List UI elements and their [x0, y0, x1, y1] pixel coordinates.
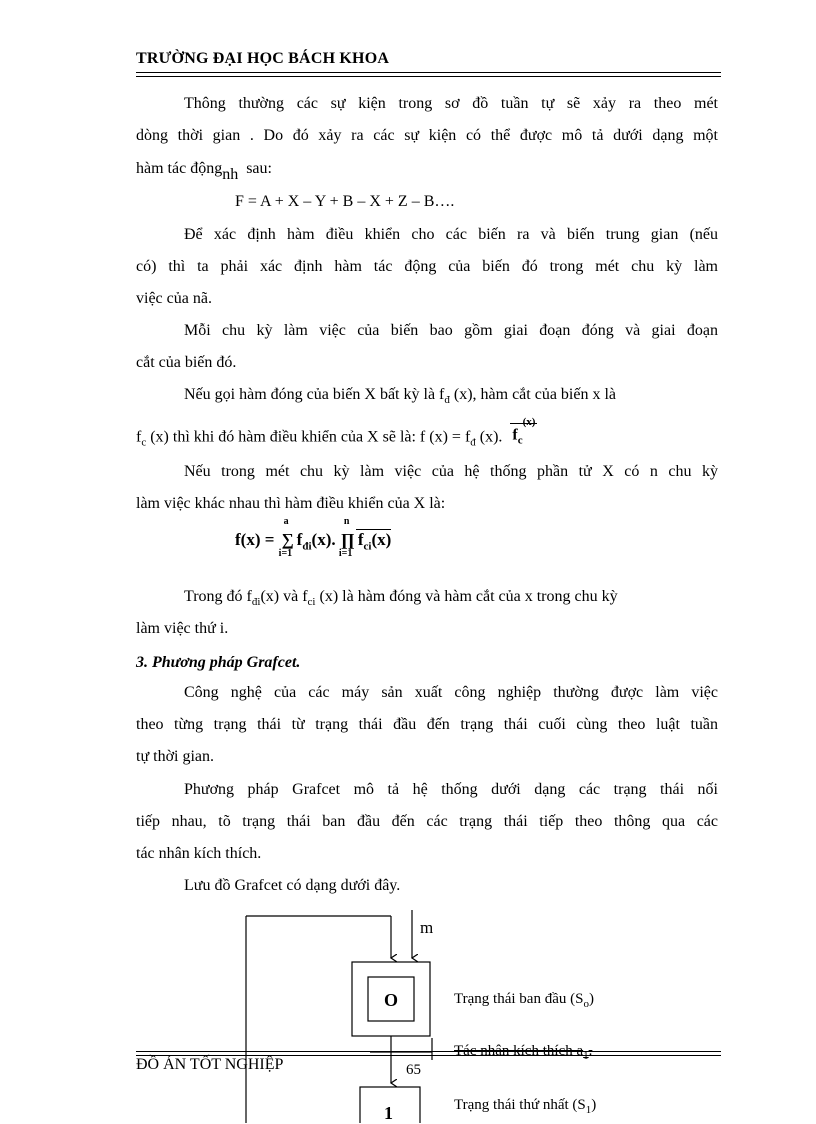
text-run: f [357, 530, 364, 549]
subscript: ci [307, 596, 316, 609]
text-run: f [512, 426, 518, 444]
section-heading: 3. Phương pháp Grafcet. [136, 654, 301, 671]
formula-sequence: F = A + X – Y + B – X + Z – B…. [235, 193, 455, 210]
header-title: TRƯỜNG ĐẠI HỌC BÁCH KHOA [136, 50, 390, 67]
initial-state-label: O [384, 990, 399, 1010]
state-1-label: 1 [384, 1103, 393, 1123]
paragraph-4-line-1 [184, 386, 718, 406]
text-run: (x). [311, 530, 336, 549]
paragraph-6-line-2: làm việc thứ i. [136, 620, 229, 637]
formula-control-function [235, 516, 392, 559]
product-upper-limit: n [343, 516, 350, 527]
text-run: Trong đó f [184, 588, 252, 605]
sum-upper-limit: a [283, 516, 289, 527]
paragraph-5-line-2: làm việc khác nhau thì hàm điều khiển của X là: [136, 495, 446, 512]
text-run: sau: [246, 160, 272, 177]
footer-text: ĐỒ ÁN TỐT NGHIỆP [136, 1056, 284, 1073]
footer-rule-top [136, 1051, 721, 1052]
paragraph-6-line-1 [184, 588, 718, 608]
text-run: Tác nhân kích thích a [454, 1043, 584, 1059]
paragraph-5-line-1: Nếu trong mét chu kỳ làm việc của hệ thống phần tử X có n chu kỳ [184, 463, 718, 480]
transition-description [454, 1043, 592, 1062]
text-run: Trạng thái thứ nhất (S [454, 1097, 586, 1113]
paragraph-1-line-1: Thông thường các sự kiện trong sơ đồ tuần tự sẽ xảy ra theo mét [184, 95, 718, 112]
subscript: đi [251, 596, 261, 609]
text-run: f(x) = [235, 530, 279, 549]
text-run: . [588, 1043, 593, 1059]
text-run: (x) là hàm đóng và hàm cắt của x trong chu kỳ [319, 588, 618, 605]
subscript: c [141, 436, 147, 449]
sum-lower-limit: i=1 [278, 548, 293, 559]
text-run: Nếu gọi hàm đóng của biến X bất kỳ là f [184, 386, 445, 403]
text-run: (x). [479, 428, 503, 446]
text-run: hàm tác động [136, 160, 223, 177]
paragraph-3-line-1: Mỗi chu kỳ làm việc của biến bao gồm giai đoạn đóng và giai đoạn [184, 322, 718, 339]
text-run: (x) [371, 530, 392, 549]
subscript: c [517, 434, 523, 447]
paragraph-7-line-3: tự thời gian. [136, 748, 215, 765]
subscript: o [583, 998, 589, 1010]
text-run: Trạng thái ban đầu (S [454, 991, 584, 1007]
subscript: 1 [585, 1104, 592, 1116]
paragraph-2-line-2: có) thì ta phải xác định hàm tác động của biến đó trong mét chu kỳ làm [136, 258, 718, 275]
header-rule-bottom [136, 76, 721, 77]
initial-state-description [454, 991, 594, 1010]
page-number: 65 [406, 1062, 421, 1078]
paragraph-8-line-1: Phương pháp Grafcet mô tả hệ thống dưới dạng các trạng thái nối [184, 781, 718, 798]
subscript: nh [222, 166, 239, 183]
paragraph-1-line-3 [136, 160, 272, 183]
text-run: f [136, 428, 142, 446]
header-rule-top [136, 72, 721, 73]
paragraph-8-line-3: tác nhân kích thích. [136, 845, 262, 862]
text-run: (x) và f [260, 588, 308, 605]
paragraph-1-line-2: dòng thời gian . Do đó xảy ra các sự kiện có thể được mô tả dưới dạng một [136, 127, 718, 144]
paragraph-8-line-2: tiếp nhau, tõ trạng thái ban đầu đến các trạng thái tiếp theo thông qua các [136, 813, 718, 830]
text-run: ) [588, 991, 594, 1007]
subscript: đ [470, 436, 476, 449]
superscript: (x) [522, 416, 536, 428]
state-1-description [454, 1097, 596, 1116]
paragraph-2-line-3: việc của nã. [136, 290, 212, 307]
paragraph-2-line-1: Để xác định hàm điều khiển cho các biến ra và biến trung gian (nếu [184, 226, 718, 243]
text-run: ) [591, 1097, 597, 1113]
complement-term [356, 529, 392, 553]
paragraph-4-line-2 [136, 416, 537, 449]
text-run: (x) thì khi đó hàm điều khiển của X sẽ là: f (x) = f [150, 428, 471, 446]
subscript: đ [444, 394, 450, 407]
subscript: 1 [583, 1050, 589, 1062]
subscript: ci [363, 540, 372, 553]
text-run: f [296, 530, 303, 549]
paragraph-3-line-2: cắt của biến đó. [136, 354, 237, 371]
input-label: m [420, 918, 434, 937]
subscript: đi [302, 540, 312, 553]
paragraph-7-line-2: theo từng trạng thái từ trạng thái đầu đến trạng thái cuối cùng theo luật tuần [136, 716, 718, 733]
text-run: (x), hàm cắt của biến x là [453, 386, 617, 403]
paragraph-9-line-1: Lưu đồ Grafcet có dạng dưới đây. [184, 877, 401, 894]
complement-term [510, 416, 537, 447]
sum-symbol: a ∑ i=1 [278, 516, 294, 559]
paragraph-7-line-1: Công nghệ của các máy sản xuất công nghiệp thường được làm việc [184, 684, 718, 701]
grafcet-diagram [0, 900, 816, 1123]
product-symbol: n ∏ i=1 [338, 516, 355, 559]
product-lower-limit: i=1 [338, 548, 353, 559]
